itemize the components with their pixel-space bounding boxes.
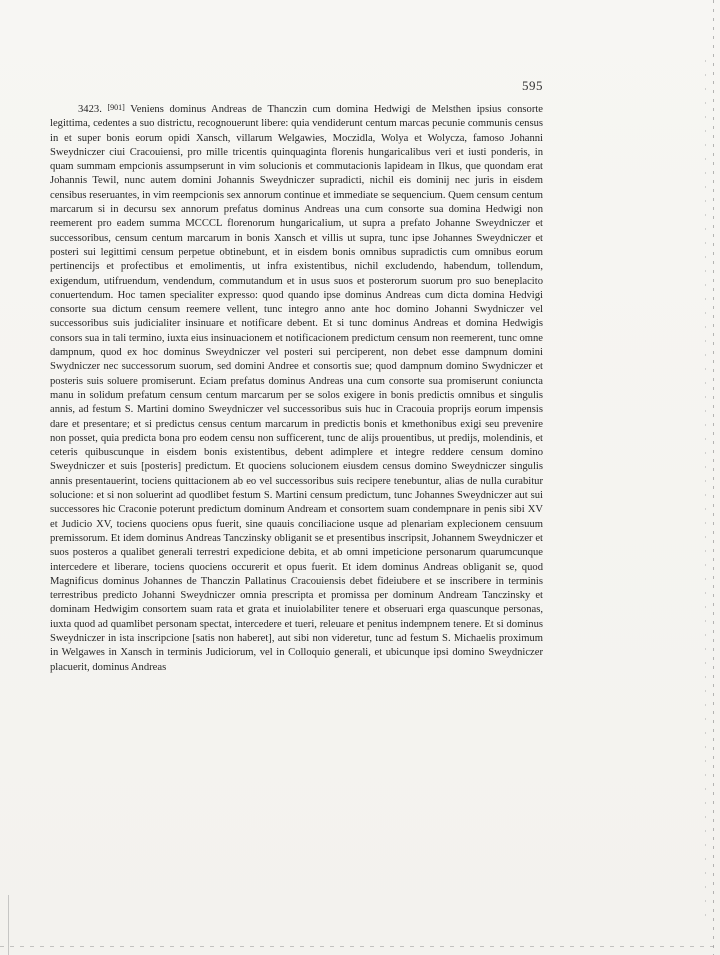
entry-number: 3423. <box>78 104 102 115</box>
document-entry <box>50 101 543 675</box>
page-edge-right <box>713 0 714 955</box>
page-edge-bottom <box>0 946 720 947</box>
page-edge-right-inner <box>705 60 706 920</box>
page-number: 595 <box>522 78 543 93</box>
entry-reference: [901] <box>107 103 125 112</box>
entry-text: Veniens dominus Andreas de Thanczin cum domina Hedwigi de Melsthen ipsius consorte legittima, cedentes a suo districtu, recognouerunt libere: quia vendiderunt centum marcas pecunie communis census in et super bonis eorum opidi Xansch, villarum Welgawies, Moczidla, Wolya et Wolycza, famoso Johanni Sweydniczer ciui Cracouiensi, pro mille tricentis quinquaginta florenis hungaricalibus veri et iusti ponderis, in quam summam empcionis assumpserunt in vim solucionis et commutacionis lapideam in Ilkus, que quondam erat Johannis Tewil, nunc autem domini Johannis Sweydniczer supradicti, nichil eis dominij nec juris in eisdem censibus reseruantes, in vim reempcionis sex annorum continue et immediate se sequencium. Quem censum centum marcarum si in decursu sex annorum prefatus dominus Andreas una cum consorte sua domina Hedwigi non reemerent pro eadem summa MCCCL florenorum hungaricalium, ut supra a prefato Johanne Sweydniczer et successoribus, censum centum marcarum in bonis Xansch et villis ut supra, tunc ipse Johannes Sweydniczer et posteri sui legittimi censum perpetue obtinebunt, et in eisdem bonis omnibus supradictis cum omnibus eorum pertinencijs et profectibus et emolimentis, ut infra existentibus, nichil excludendo, habendum, tollendum, exigendum, utifruendum, vendendum, commutandum et in usus suos et posterorum suorum pro suo beneplacito conuertendum. Hoc tamen specialiter expresso: quod quando ipse dominus Andreas cum dicta domina Hedvigi consorte sua dictum censum reemere vellent, tunc integro anno ante hoc domino Johanni Swydniczer vel successoribus suis judicialiter insinuare et notificare debent. Et si tunc dominus Andreas et domina Hedwigis consors sua in tali termino, iuxta eius insinuacionem et notificacionem predictum censum non reemerent, tunc omne dampnum, quod ex hoc dominus Sweydniczer vel posteri sui perciperent, non debet esse dampnum domini Swydniczer nec successorum suorum, sed domini Andree et consortis sue; quod dampnum domino Swydniczer et posteris suis soluere promiserunt. Eciam prefatus dominus Andreas una cum consorte sua promiserunt coniuncta manu in solidum prefatum censum centum marcarum per se solos exigere in bonis predictis omnibus et singulis annis, ad festum S. Martini domino Sweydniczer vel successoribus suis huc in Cracouia proprijs eorum impensis dare et presentare; et si predictus census centum marcarum in predictis bonis et kmethonibus exigi seu prevenire non posset, quia predicta bona pro eodem censu non sufficerent, tunc de alijs prouentibus, ut predijs, molendinis, et ceteris quibuscunque in eisdem bonis existentibus, debent adimplere et integre reddere censum domino Sweydniczer et suis [posteris] predictum. Et quociens solucionem eiusdem census domino Sweydniczer singulis annis presentauerint, tociens quittacionem ab eo vel successoribus suis recipere tenebuntur, alias de nulla curabitur solucione: et si non soluerint ad quodlibet festum S. Martini censum predictum, tunc Johannes Sweydniczer aut sui successores hic Craconie poterunt predictum dominum Andream et consortem suam condempnare in penis sibi XV et Judicio XV, tociens quociens opus fuerit, sine quauis conciliacione usque ad plenariam explecionem censuum premissorum. Et idem dominus Andreas Tanczinsky obliganit se et presentibus inscripsit, Johannem Sweydniczer et suos posteros a qualibet generali terrestri expedicione debita, et ab omni impeticione personarum quarumcunque intercedere et liberare, tociens quociens occurerit et opus fuerit. Et idem dominus Andreas obliganit se, quod Magnificus dominus Johannes de Thanczin Pallatinus Cracouiensis debet fideiubere et se inscribere in terminis terrestribus predicto Johanni Sweydniczer omnia prescripta et promissa per dominum Andream Tanczinsky et dominam Hedwigim consortem suam rata et grata et inuiolabiliter tenere et obseruari erga quascunque personas, iuxta quod ad quamlibet personam spectat, intercedere et tueri, releuare et penitus indempnem tenere. Et si dominus Sweydniczer in ista inscripcione [satis non haberet], aut sibi non videretur, tunc ad festum S. Michaelis proximum in Welgawes in Xansch in terminis Judiciorum, vel in Colloquio generali, et ubicunque ipsi domino Sweydniczer placuerit, dominus Andreas <box>50 104 543 673</box>
page-edge-left <box>8 895 9 955</box>
